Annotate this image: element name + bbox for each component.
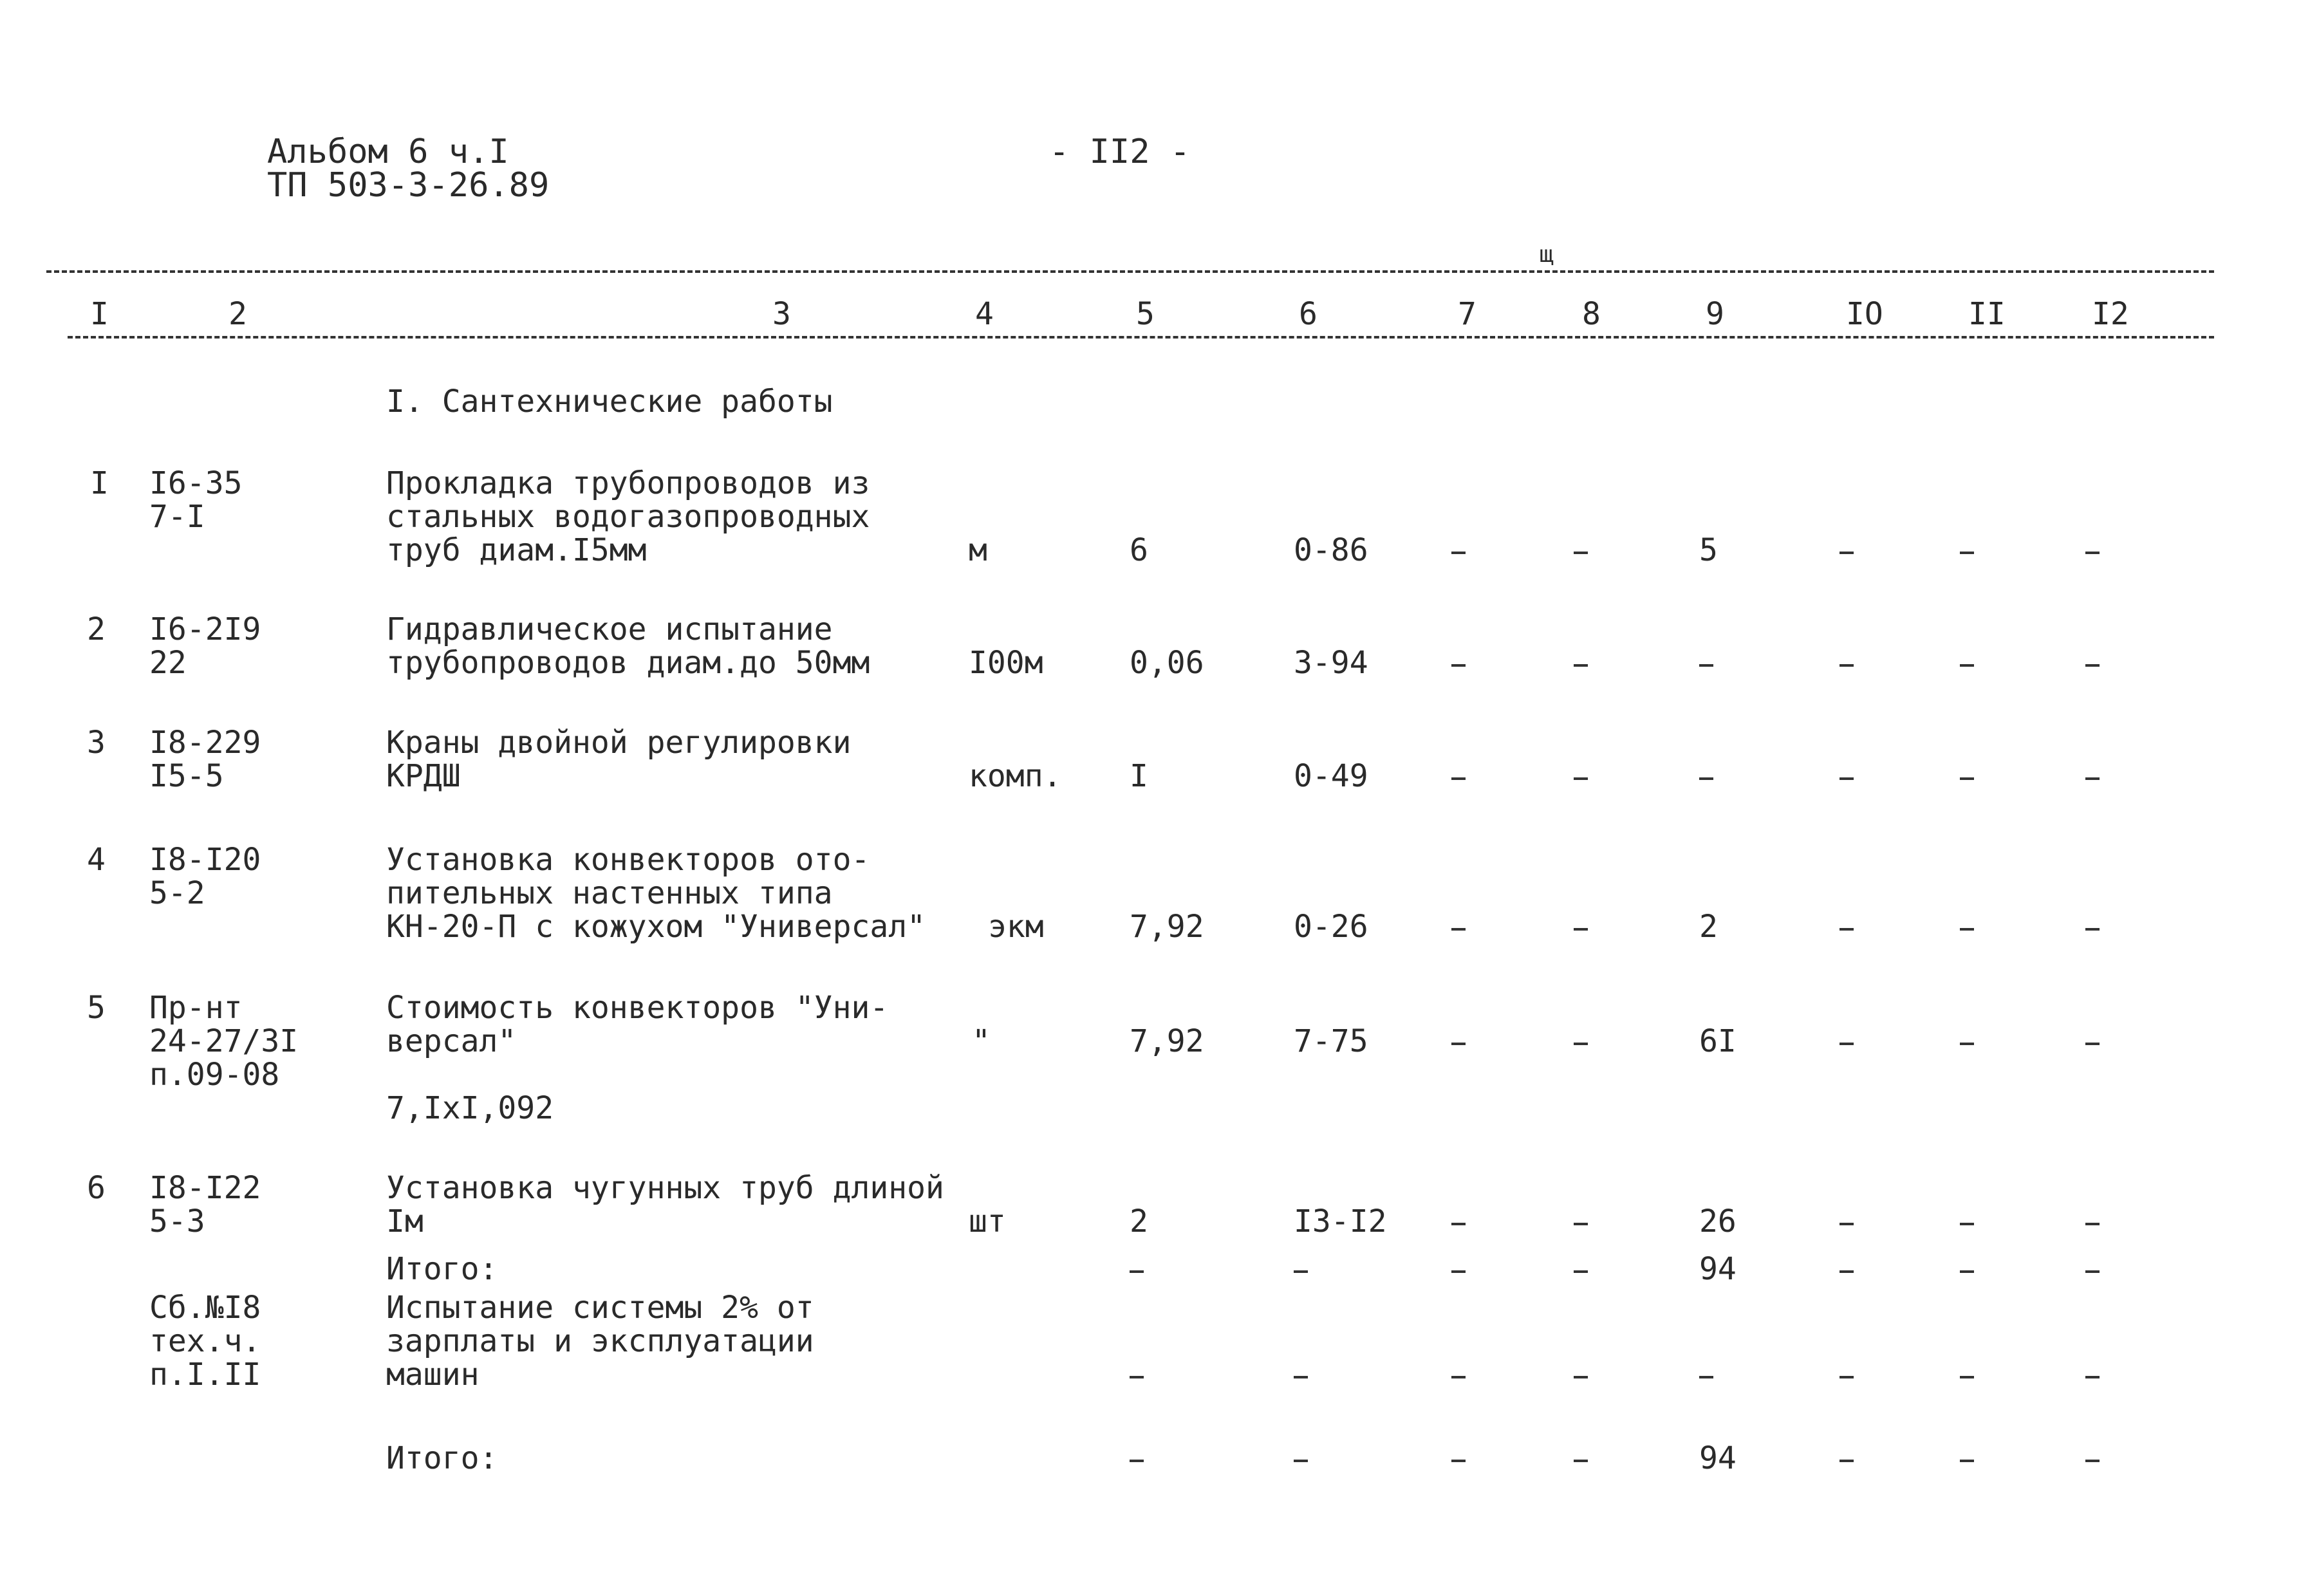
empty-cell <box>1839 777 1854 780</box>
empty-cell <box>2085 1376 2100 1378</box>
page-number: - II2 - <box>1049 133 1191 171</box>
corner-mark: щ <box>1540 241 1554 268</box>
empty-cell <box>1960 552 1974 554</box>
work-description: зарплаты и эксплуатации <box>386 1323 814 1359</box>
empty-cell <box>1839 552 1854 554</box>
unit-price: 0-26 <box>1294 909 1368 945</box>
empty-cell <box>1960 928 1974 931</box>
row-number: 5 <box>87 990 106 1026</box>
work-description: версал" <box>386 1023 517 1059</box>
quantity: 7,92 <box>1130 909 1204 945</box>
rate-code: I8-I20 <box>149 842 261 878</box>
row-number: 6 <box>87 1170 106 1206</box>
unit-price: I3-I2 <box>1294 1203 1387 1239</box>
empty-cell <box>1839 1376 1854 1378</box>
work-description: Испытание системы 2% от <box>386 1290 814 1326</box>
col-1: I <box>90 296 109 332</box>
empty-cell <box>1699 664 1713 667</box>
rate-code: I5-5 <box>149 758 224 794</box>
row-number: 3 <box>87 725 106 761</box>
subtotal-label: Итого: <box>386 1251 498 1287</box>
col-3: 3 <box>772 296 791 332</box>
empty-cell <box>1130 1270 1144 1273</box>
rate-code: I8-I22 <box>149 1170 261 1206</box>
work-description: КН-20-П с кожухом "Универсал" <box>386 909 926 945</box>
work-description: Iм <box>386 1203 424 1239</box>
empty-cell <box>1451 664 1466 667</box>
work-description: машин <box>386 1357 480 1393</box>
cost-value: 26 <box>1699 1203 1737 1239</box>
unit-price: 3-94 <box>1294 645 1368 681</box>
empty-cell <box>1839 1460 1854 1462</box>
unit-price: 0-86 <box>1294 532 1368 568</box>
empty-cell <box>1574 1043 1588 1045</box>
empty-cell <box>1960 1043 1974 1045</box>
col-4: 4 <box>975 296 994 332</box>
rate-code: Пр-нт <box>149 990 243 1026</box>
row-number: 4 <box>87 842 106 878</box>
empty-cell <box>1294 1270 1308 1273</box>
empty-cell <box>1130 1460 1144 1462</box>
empty-cell <box>1960 1376 1974 1378</box>
work-description: Гидравлическое испытание <box>386 611 833 647</box>
subtotal-value: 94 <box>1699 1251 1737 1287</box>
empty-cell <box>1960 1223 1974 1225</box>
unit: экм <box>988 909 1044 945</box>
empty-cell <box>1839 1043 1854 1045</box>
quantity: 2 <box>1130 1203 1148 1239</box>
rate-code: 5-3 <box>149 1203 205 1239</box>
rate-code: Сб.№I8 <box>149 1290 261 1326</box>
unit: I00м <box>969 645 1043 681</box>
empty-cell <box>1960 777 1974 780</box>
rate-code: 22 <box>149 645 187 681</box>
work-description: Установка чугунных труб длиной <box>386 1170 944 1206</box>
rate-code: тех.ч. <box>149 1323 261 1359</box>
col-10: IO <box>1846 296 1883 332</box>
empty-cell <box>1451 552 1466 554</box>
empty-cell <box>1574 1460 1588 1462</box>
work-description: Стоимость конвекторов "Уни- <box>386 990 889 1026</box>
cost-value: 5 <box>1699 532 1718 568</box>
rate-code: 24-27/3I <box>149 1023 299 1059</box>
col-11: II <box>1968 296 2006 332</box>
empty-cell <box>1451 928 1466 931</box>
row-number: 2 <box>87 611 106 647</box>
empty-cell <box>1960 1460 1974 1462</box>
work-description: КРДШ <box>386 758 461 794</box>
col-9: 9 <box>1706 296 1724 332</box>
unit: " <box>972 1023 991 1059</box>
column-header-rule <box>68 336 2214 339</box>
empty-cell <box>1451 777 1466 780</box>
quantity: I <box>1130 758 1148 794</box>
row-number: I <box>90 465 109 501</box>
empty-cell <box>2085 1043 2100 1045</box>
album-label: Альбом 6 ч.I <box>267 133 509 171</box>
work-description: Прокладка трубопроводов из <box>386 465 870 501</box>
unit-price: 0-49 <box>1294 758 1368 794</box>
empty-cell <box>1960 1270 1974 1273</box>
empty-cell <box>1294 1376 1308 1378</box>
empty-cell <box>2085 928 2100 931</box>
col-2: 2 <box>228 296 247 332</box>
empty-cell <box>1574 1376 1588 1378</box>
empty-cell <box>2085 664 2100 667</box>
empty-cell <box>2085 1223 2100 1225</box>
rate-code: I8-229 <box>149 725 261 761</box>
empty-cell <box>1451 1223 1466 1225</box>
empty-cell <box>1839 1223 1854 1225</box>
cost-value: 2 <box>1699 909 1718 945</box>
rate-code: п.09-08 <box>149 1057 280 1093</box>
quantity: 7,92 <box>1130 1023 1204 1059</box>
total-value: 94 <box>1699 1440 1737 1476</box>
col-5: 5 <box>1136 296 1155 332</box>
empty-cell <box>1451 1043 1466 1045</box>
work-description: труб диам.I5мм <box>386 532 647 568</box>
empty-cell <box>1574 777 1588 780</box>
price-calculation: 7,IxI,092 <box>386 1090 554 1126</box>
rate-code: I6-2I9 <box>149 611 261 647</box>
empty-cell <box>2085 777 2100 780</box>
unit: комп. <box>969 758 1062 794</box>
empty-cell <box>1839 664 1854 667</box>
empty-cell <box>1451 1270 1466 1273</box>
col-8: 8 <box>1582 296 1601 332</box>
cost-value: 6I <box>1699 1023 1737 1059</box>
empty-cell <box>1574 664 1588 667</box>
col-12: I2 <box>2092 296 2129 332</box>
project-code: ТП 503-3-26.89 <box>267 166 550 205</box>
empty-cell <box>1451 1376 1466 1378</box>
work-description: стальных водогазопроводных <box>386 499 870 535</box>
work-description: трубопроводов диам.до 50мм <box>386 645 870 681</box>
rate-code: п.I.II <box>149 1357 261 1393</box>
empty-cell <box>1294 1460 1308 1462</box>
empty-cell <box>1699 777 1713 780</box>
col-7: 7 <box>1458 296 1476 332</box>
empty-cell <box>2085 552 2100 554</box>
empty-cell <box>1699 1376 1713 1378</box>
unit: м <box>969 532 987 568</box>
empty-cell <box>1574 552 1588 554</box>
work-description: Установка конвекторов ото- <box>386 842 870 878</box>
unit-price: 7-75 <box>1294 1023 1368 1059</box>
empty-cell <box>1574 928 1588 931</box>
unit: шт <box>969 1203 1006 1239</box>
rate-code: 7-I <box>149 499 205 535</box>
total-label: Итого: <box>386 1440 498 1476</box>
empty-cell <box>1451 1460 1466 1462</box>
empty-cell <box>2085 1270 2100 1273</box>
top-rule <box>46 270 2214 273</box>
section-title: I. Сантехнические работы <box>386 384 833 420</box>
empty-cell <box>1839 928 1854 931</box>
empty-cell <box>1130 1376 1144 1378</box>
empty-cell <box>1574 1270 1588 1273</box>
empty-cell <box>1839 1270 1854 1273</box>
rate-code: 5-2 <box>149 875 205 911</box>
rate-code: I6-35 <box>149 465 243 501</box>
empty-cell <box>2085 1460 2100 1462</box>
empty-cell <box>1960 664 1974 667</box>
quantity: 6 <box>1130 532 1148 568</box>
empty-cell <box>1574 1223 1588 1225</box>
col-6: 6 <box>1299 296 1318 332</box>
work-description: Краны двойной регулировки <box>386 725 852 761</box>
work-description: пительных настенных типа <box>386 875 833 911</box>
quantity: 0,06 <box>1130 645 1204 681</box>
